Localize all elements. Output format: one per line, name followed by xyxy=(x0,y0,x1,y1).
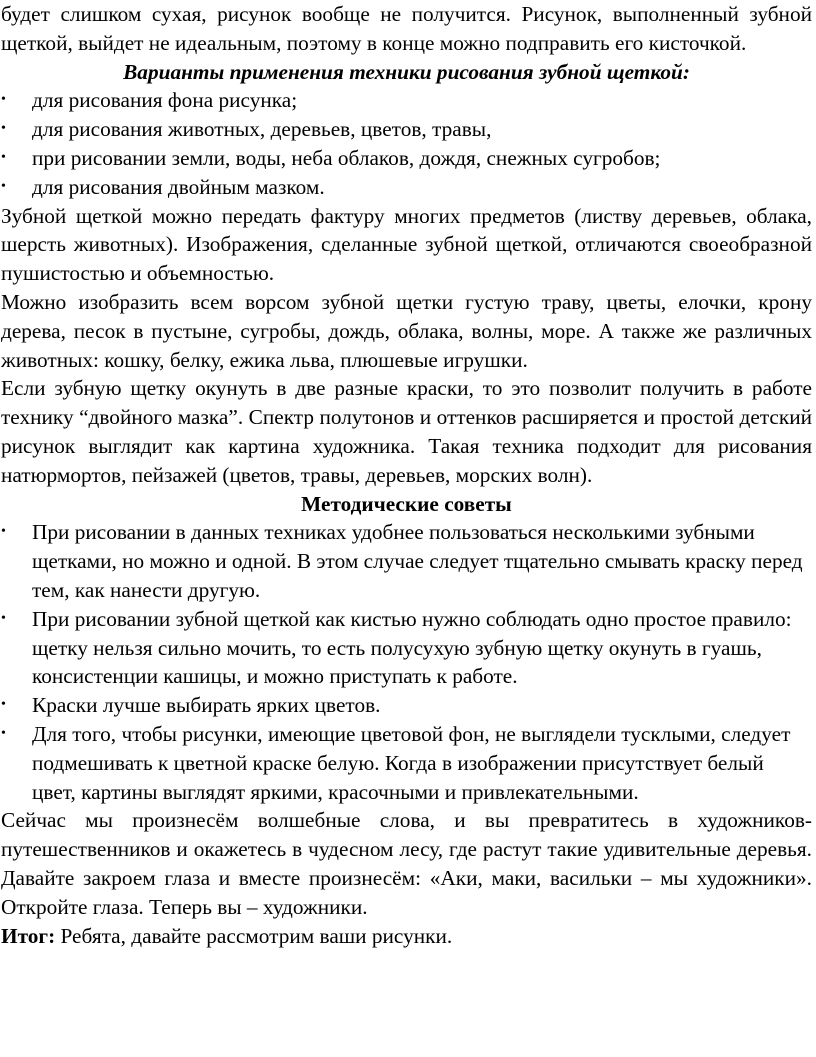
body-paragraph: Можно изобразить всем ворсом зубной щетки густую траву, цветы, елочки, крону дерева, песок в пустыне, сугробы, дождь, облака, волны, море. А также же различных животных: кошку, белку, ежика льва, плюшевые игрушки. xyxy=(1,289,812,372)
advice-heading: Методические советы xyxy=(301,491,512,516)
bullet-icon: • xyxy=(1,121,6,137)
summary-text: Ребята, давайте рассмотрим ваши рисунки. xyxy=(55,923,453,948)
list-item-text: При рисовании зубной щеткой как кистью нужно соблюдать одно простое правило: щетку нельзя сильно мочить, то есть полусухую зубную щетку окунуть в гуашь, консистенции кашицы, и можно приступать к работе. xyxy=(32,606,792,689)
list-item-text: для рисования животных, деревьев, цветов, травы, xyxy=(32,117,492,142)
list-item xyxy=(1,518,812,604)
list-item-text: При рисовании в данных техниках удобнее пользоваться несколькими зубными щетками, но можно и одной. В этом случае следует тщательно смывать краску перед тем, как нанести другую. xyxy=(32,520,803,602)
list-item xyxy=(1,173,812,202)
list-item-text: для рисования двойным мазком. xyxy=(32,174,325,199)
list-item xyxy=(1,605,812,691)
list-item xyxy=(1,144,812,173)
list-item-text: Краски лучше выбирать ярких цветов. xyxy=(32,693,381,718)
list-item xyxy=(1,720,812,806)
variants-heading: Варианты применения техники рисования зубной щеткой: xyxy=(123,59,690,84)
summary-label: Итог: xyxy=(1,923,56,948)
list-item-text: Для того, чтобы рисунки, имеющие цветовой фон, не выглядели тусклыми, следует подмешивать к цветной краске белую. Когда в изображении присутствует белый цвет, картины выглядят яркими, красочными и привлекательными. xyxy=(32,721,791,804)
bullet-icon: • xyxy=(1,524,6,540)
bullet-icon: • xyxy=(1,725,6,741)
summary-paragraph xyxy=(1,922,812,951)
closing-paragraph: Сейчас мы произнесём волшебные слова, и вы превратитесь в художников-путешественников и окажетесь в чудесном лесу, где растут такие удивительные деревья. Давайте закроем глаза и вместе произнесём: «Аки, маки, васильки – мы художники». Откройте глаза. Теперь вы – художники. xyxy=(1,808,812,919)
bullet-icon: • xyxy=(1,178,6,194)
bullet-icon: • xyxy=(1,697,6,713)
list-item-text: для рисования фона рисунка; xyxy=(32,88,298,113)
body-paragraph: Если зубную щетку окунуть в две разные краски, то это позволит получить в работе технику “двойного мазка”. Спектр полутонов и оттенков расширяется и простой детский рисунок выглядит как картина художника. Такая техника подходит для рисования натюрмортов, пейзажей (цветов, травы, деревьев, морских волн). xyxy=(1,376,812,487)
bullet-icon: • xyxy=(1,610,6,626)
intro-paragraph: будет слишком сухая, рисунок вообще не получится. Рисунок, выполненный зубной щеткой, выйдет не идеальным, поэтому в конце можно подправить его кисточкой. xyxy=(1,2,812,55)
bullet-icon: • xyxy=(1,149,6,165)
advice-list xyxy=(1,518,812,806)
body-paragraph: Зубной щеткой можно передать фактуру многих предметов (листву деревьев, облака, шерсть животных). Изображения, сделанные зубной щеткой, отличаются своеобразной пушистостью и объемностью. xyxy=(1,203,812,286)
variants-list xyxy=(1,86,812,201)
bullet-icon: • xyxy=(1,92,6,108)
list-item xyxy=(1,115,812,144)
list-item-text: при рисовании земли, воды, неба облаков, дождя, снежных сугробов; xyxy=(32,145,661,170)
list-item xyxy=(1,86,812,115)
list-item xyxy=(1,691,812,720)
